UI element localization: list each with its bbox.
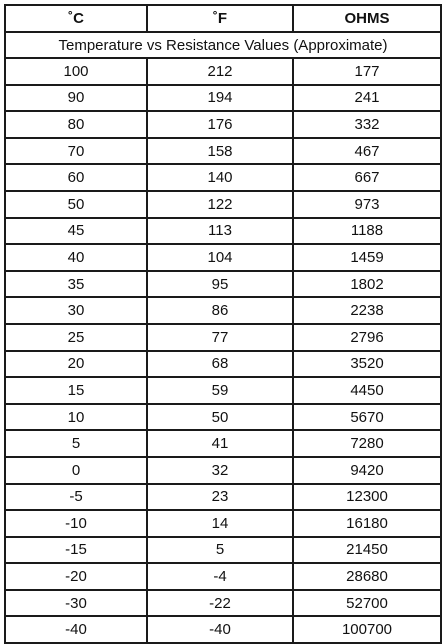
celsius-cell: 30 bbox=[5, 297, 147, 324]
table-row bbox=[5, 590, 441, 617]
celsius-cell: -15 bbox=[5, 537, 147, 564]
table-row bbox=[5, 297, 441, 324]
table-row bbox=[5, 351, 441, 378]
celsius-cell: -40 bbox=[5, 616, 147, 643]
ohms-cell: 2796 bbox=[293, 324, 441, 351]
celsius-cell: 5 bbox=[5, 430, 147, 457]
ohms-cell: 9420 bbox=[293, 457, 441, 484]
fahrenheit-cell: 122 bbox=[147, 191, 293, 218]
fahrenheit-cell: 176 bbox=[147, 111, 293, 138]
fahrenheit-cell: 41 bbox=[147, 430, 293, 457]
celsius-cell: 35 bbox=[5, 271, 147, 298]
fahrenheit-cell: -40 bbox=[147, 616, 293, 643]
fahrenheit-cell: 32 bbox=[147, 457, 293, 484]
ohms-cell: 7280 bbox=[293, 430, 441, 457]
ohms-cell: 3520 bbox=[293, 351, 441, 378]
ohms-cell: 667 bbox=[293, 164, 441, 191]
ohms-cell: 12300 bbox=[293, 484, 441, 511]
table-row bbox=[5, 111, 441, 138]
celsius-cell: 15 bbox=[5, 377, 147, 404]
fahrenheit-cell: 212 bbox=[147, 58, 293, 85]
table-row bbox=[5, 510, 441, 537]
table-row bbox=[5, 58, 441, 85]
temperature-resistance-table bbox=[4, 4, 442, 644]
celsius-cell: -5 bbox=[5, 484, 147, 511]
celsius-cell: -20 bbox=[5, 563, 147, 590]
celsius-cell: 0 bbox=[5, 457, 147, 484]
ohms-cell: 177 bbox=[293, 58, 441, 85]
fahrenheit-cell: 140 bbox=[147, 164, 293, 191]
ohms-column-header: OHMS bbox=[293, 5, 441, 32]
fahrenheit-cell: -22 bbox=[147, 590, 293, 617]
ohms-cell: 52700 bbox=[293, 590, 441, 617]
ohms-cell: 241 bbox=[293, 85, 441, 112]
ohms-cell: 1188 bbox=[293, 218, 441, 245]
resistance-table-container bbox=[4, 4, 440, 644]
ohms-cell: 100700 bbox=[293, 616, 441, 643]
table-row bbox=[5, 324, 441, 351]
table-body bbox=[5, 58, 441, 643]
fahrenheit-cell: -4 bbox=[147, 563, 293, 590]
ohms-cell: 4450 bbox=[293, 377, 441, 404]
ohms-cell: 5670 bbox=[293, 404, 441, 431]
table-row bbox=[5, 404, 441, 431]
celsius-cell: 10 bbox=[5, 404, 147, 431]
celsius-cell: 70 bbox=[5, 138, 147, 165]
celsius-cell: 80 bbox=[5, 111, 147, 138]
table-row bbox=[5, 138, 441, 165]
table-header-row bbox=[5, 5, 441, 32]
table-row bbox=[5, 457, 441, 484]
table-subtitle-row bbox=[5, 32, 441, 58]
table-row bbox=[5, 271, 441, 298]
ohms-cell: 332 bbox=[293, 111, 441, 138]
ohms-cell: 467 bbox=[293, 138, 441, 165]
table-row bbox=[5, 563, 441, 590]
table-row bbox=[5, 85, 441, 112]
table-row bbox=[5, 430, 441, 457]
ohms-cell: 28680 bbox=[293, 563, 441, 590]
fahrenheit-cell: 5 bbox=[147, 537, 293, 564]
table-row bbox=[5, 191, 441, 218]
ohms-cell: 973 bbox=[293, 191, 441, 218]
fahrenheit-cell: 86 bbox=[147, 297, 293, 324]
fahrenheit-cell: 23 bbox=[147, 484, 293, 511]
ohms-cell: 1802 bbox=[293, 271, 441, 298]
table-subtitle: Temperature vs Resistance Values (Approximate) bbox=[5, 32, 441, 58]
ohms-cell: 21450 bbox=[293, 537, 441, 564]
table-row bbox=[5, 484, 441, 511]
fahrenheit-cell: 104 bbox=[147, 244, 293, 271]
fahrenheit-column-header: ˚F bbox=[147, 5, 293, 32]
fahrenheit-cell: 59 bbox=[147, 377, 293, 404]
celsius-cell: 90 bbox=[5, 85, 147, 112]
ohms-cell: 2238 bbox=[293, 297, 441, 324]
celsius-cell: 45 bbox=[5, 218, 147, 245]
celsius-cell: 25 bbox=[5, 324, 147, 351]
table-row bbox=[5, 537, 441, 564]
celsius-cell: 100 bbox=[5, 58, 147, 85]
celsius-cell: 40 bbox=[5, 244, 147, 271]
ohms-cell: 16180 bbox=[293, 510, 441, 537]
celsius-cell: 50 bbox=[5, 191, 147, 218]
fahrenheit-cell: 14 bbox=[147, 510, 293, 537]
table-row bbox=[5, 377, 441, 404]
ohms-cell: 1459 bbox=[293, 244, 441, 271]
fahrenheit-cell: 68 bbox=[147, 351, 293, 378]
fahrenheit-cell: 77 bbox=[147, 324, 293, 351]
fahrenheit-cell: 95 bbox=[147, 271, 293, 298]
table-row bbox=[5, 244, 441, 271]
fahrenheit-cell: 113 bbox=[147, 218, 293, 245]
celsius-column-header: ˚C bbox=[5, 5, 147, 32]
fahrenheit-cell: 194 bbox=[147, 85, 293, 112]
celsius-cell: 20 bbox=[5, 351, 147, 378]
celsius-cell: -30 bbox=[5, 590, 147, 617]
fahrenheit-cell: 158 bbox=[147, 138, 293, 165]
celsius-cell: 60 bbox=[5, 164, 147, 191]
table-row bbox=[5, 616, 441, 643]
fahrenheit-cell: 50 bbox=[147, 404, 293, 431]
celsius-cell: -10 bbox=[5, 510, 147, 537]
table-row bbox=[5, 164, 441, 191]
table-row bbox=[5, 218, 441, 245]
